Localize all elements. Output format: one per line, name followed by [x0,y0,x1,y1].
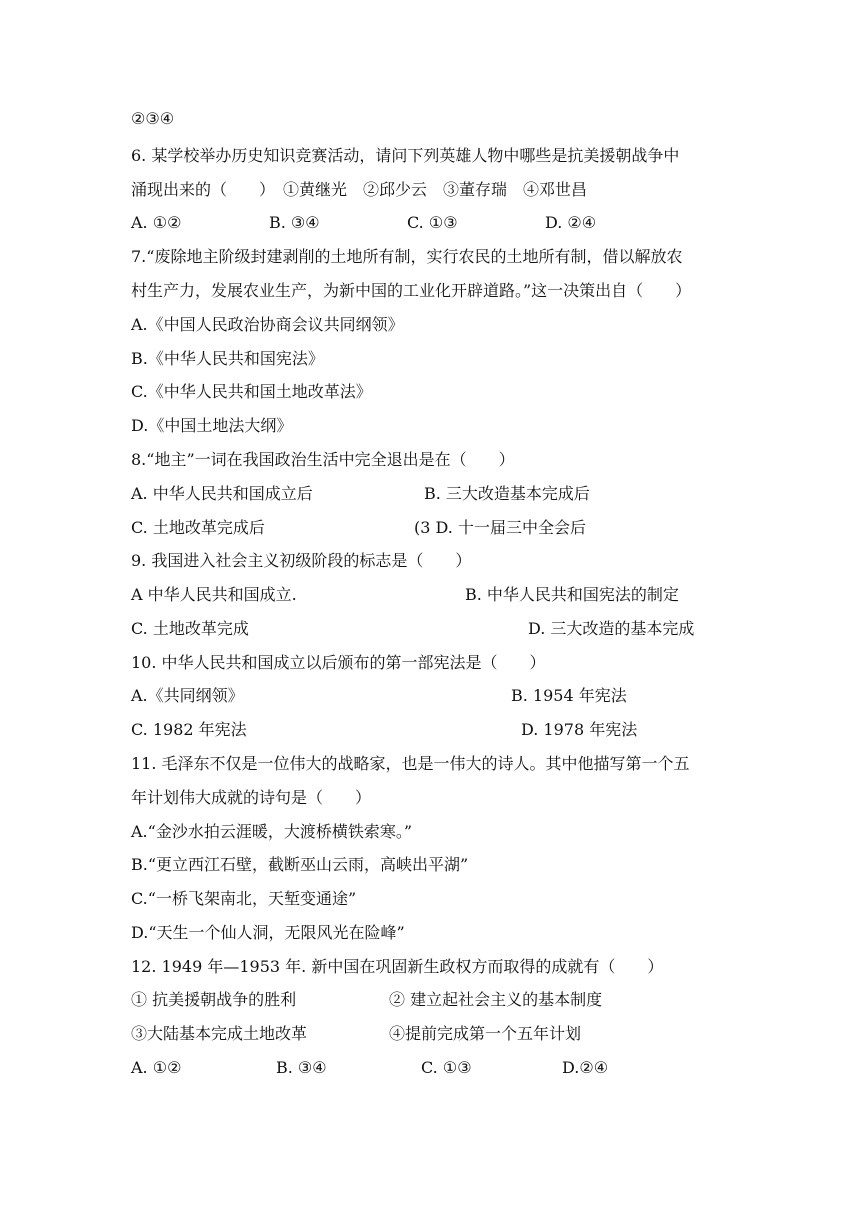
q12-item-3: ③大陆基本完成土地改革 [131,1024,308,1043]
q12-option-b: B. ③④ [276,1058,327,1077]
q12-item-4: ④提前完成第一个五年计划 [389,1024,582,1043]
q12-option-c: C. ①③ [421,1058,472,1077]
q12-stem: 12. 1949 年—1953 年. 新中国在巩固新生政权方而取得的成就有（ ） [131,957,664,976]
q8-option-b: B. 三大改造基本完成后 [424,484,590,503]
q12-option-d: D.②④ [562,1058,609,1077]
q11-stem-line2: 年计划伟大成就的诗句是（ ） [131,788,372,807]
q10-option-d: D. 1978 年宪法 [521,720,638,739]
q10-option-c: C. 1982 年宪法 [131,720,247,739]
q6-option-c: C. ①③ [407,213,458,232]
q11-option-b: B.“更立西江石壁，截断巫山云雨，高峡出平湖” [131,855,469,874]
q9-option-a: A 中华人民共和国成立. [131,585,297,604]
q8-option-c: C. 土地改革完成后 [131,518,265,537]
q8-option-d: (3 D. 十一届三中全会后 [414,518,586,537]
q11-stem-line1: 11. 毛泽东不仅是一位伟大的战略家，也是一伟大的诗人。其中他描写第一个五 [131,754,690,773]
q7-option-d: D.《中国土地法大纲》 [131,416,293,435]
q8-option-a: A. 中华人民共和国成立后 [131,484,313,503]
q12-item-1: ① 抗美援朝战争的胜利 [131,990,297,1009]
q9-option-d: D. 三大改造的基本完成 [528,619,695,638]
q7-stem-line1: 7.“废除地主阶级封建剥削的土地所有制，实行农民的土地所有制，借以解放农 [131,247,683,266]
q9-stem: 9. 我国进入社会主义初级阶段的标志是（ ） [131,551,472,570]
q7-stem-line2: 村生产力，发展农业生产，为新中国的工业化开辟道路。”这一决策出自（ ） [131,281,692,300]
q12-option-a: A. ①② [131,1058,182,1077]
q9-option-b: B. 中华人民共和国宪法的制定 [465,585,679,604]
q10-option-b: B. 1954 年宪法 [511,686,627,705]
q6-stem-line2: 涌现出来的（ ） ①黄继光 ②邱少云 ③董存瑞 ④邓世昌 [131,180,588,199]
q7-option-c: C.《中华人民共和国土地改革法》 [131,382,372,401]
q7-option-b: B.《中华人民共和国宪法》 [131,349,324,368]
q8-stem: 8.“地主”一词在我国政治生活中完全退出是在（ ） [131,450,515,469]
q10-stem: 10. 中华人民共和国成立以后颁布的第一部宪法是（ ） [131,653,546,672]
q11-option-c: C.“一桥飞架南北，天堑变通途” [131,889,357,908]
q11-option-d: D.“天生一个仙人洞，无限风光在险峰” [131,923,405,942]
q6-option-a: A. ①② [131,213,182,232]
q10-option-a: A.《共同纲领》 [131,686,244,705]
q9-option-c: C. 土地改革完成 [131,619,249,638]
q6-option-b: B. ③④ [269,213,320,232]
q5-answer-tail: ②③④ [131,109,175,128]
q11-option-a: A.“金沙水拍云涯暖，大渡桥横铁索寒。” [131,822,413,841]
q7-option-a: A.《中国人民政治协商会议共同纲领》 [131,315,404,334]
q6-option-d: D. ②④ [545,213,597,232]
q6-stem-line1: 6. 某学校举办历史知识竞赛活动，请问下列英雄人物中哪些是抗美援朝战争中 [131,146,680,165]
q12-item-2: ② 建立起社会主义的基本制度 [389,990,603,1009]
